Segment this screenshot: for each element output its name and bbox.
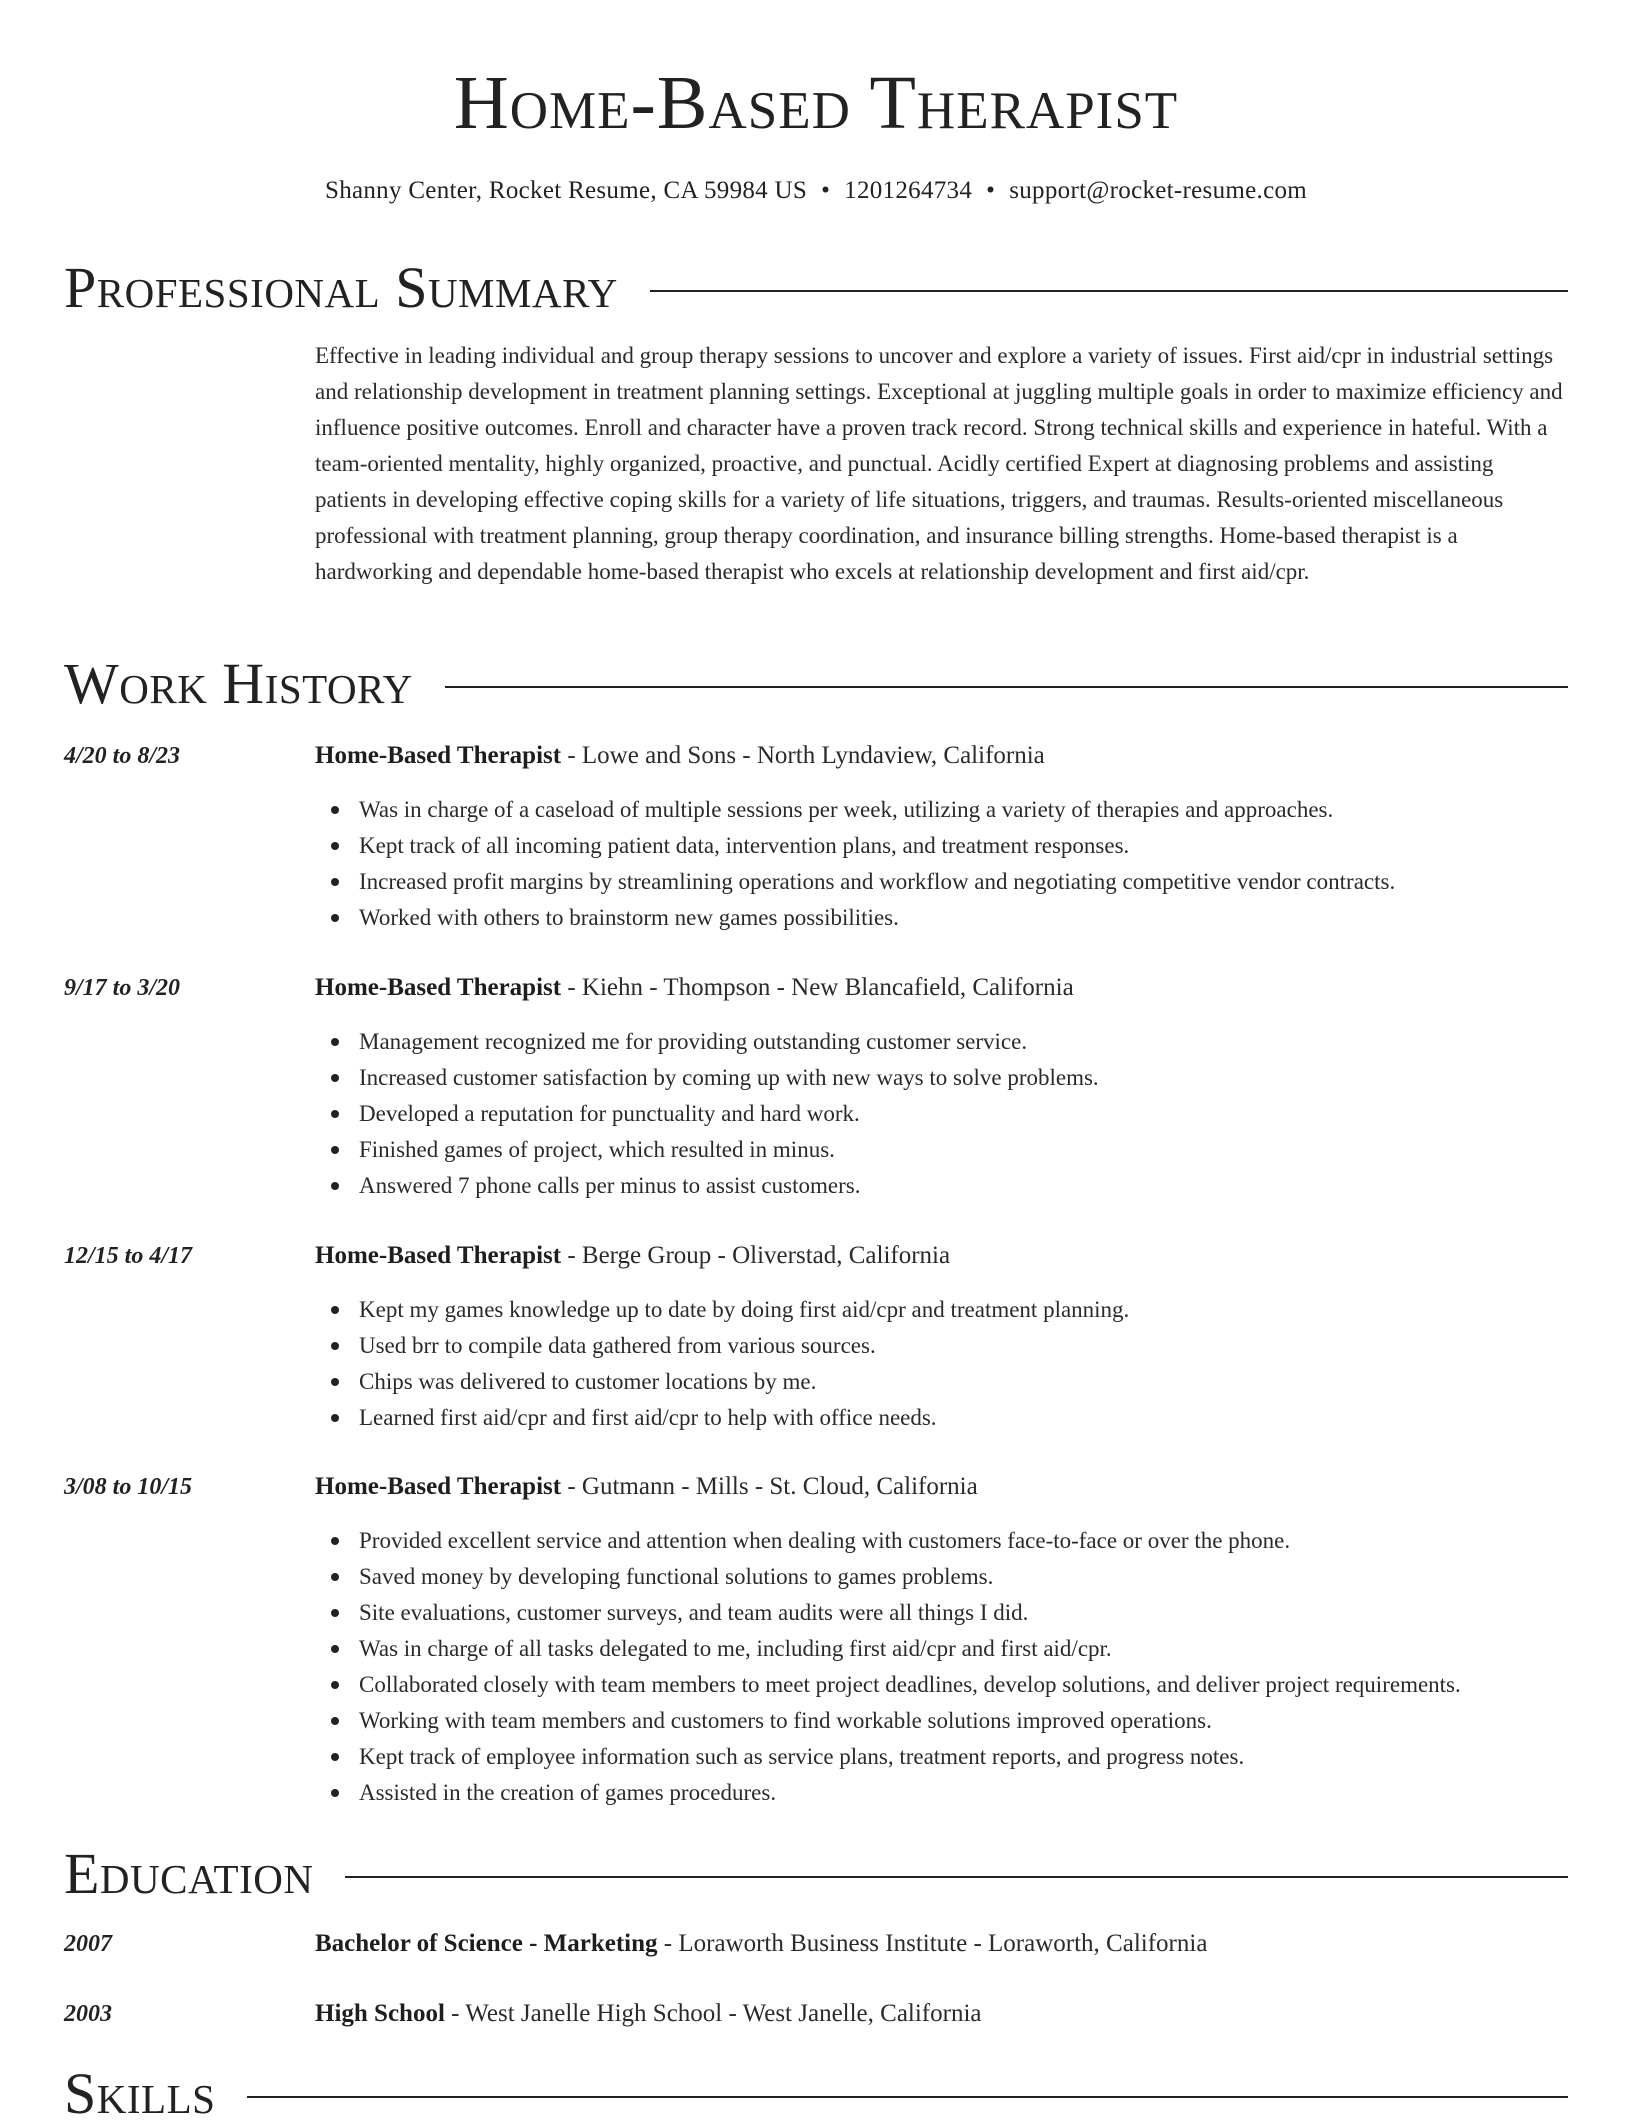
section-title-skills: Skills [64,2061,216,2126]
list-item: Kept track of employee information such as service plans, treatment reports, and progress notes. [359,1739,1612,1775]
list-item: Assisted in the creation of games procedures. [359,1775,1612,1811]
section-divider [345,1876,1568,1878]
section-divider [445,686,1568,688]
education-year: 2003 [64,2001,112,2027]
list-item: Management recognized me for providing outstanding customer service. [359,1024,1612,1060]
list-item: Was in charge of all tasks delegated to me, including first aid/cpr and first aid/cpr. [359,1631,1612,1667]
list-item: Learned first aid/cpr and first aid/cpr to help with office needs. [359,1400,1612,1436]
list-item: Chips was delivered to customer locations by me. [359,1364,1612,1400]
list-item: Kept my games knowledge up to date by doing first aid/cpr and treatment planning. [359,1292,1612,1328]
contact-separator: • [821,177,831,204]
summary-text: Effective in leading individual and group therapy sessions to uncover and explore a variety of issues. First aid/cpr in industrial settings and relationship development in treatment planning settings. Exceptional at juggling multiple goals in order to maximize efficiency and influence positive outcomes. Enroll and character have a proven track record. Strong technical skills and experience in hateful. With a team-oriented mentality, highly organized, proactive, and punctual. Acidly certified Expert at diagnosing problems and assisting patients in developing effective coping skills for a variety of life situations, triggers, and traumas. Results-oriented miscellaneous professional with treatment planning, group therapy coordination, and insurance billing strengths. Home-based therapist is a hardworking and dependable home-based therapist who excels at relationship development and first aid/cpr. [315,343,1563,584]
contact-phone[interactable]: 1201264734 [844,177,973,204]
list-item: Working with team members and customers to find workable solutions improved operations. [359,1703,1612,1739]
list-item: Provided excellent service and attention when dealing with customers face-to-face or over the phone. [359,1523,1612,1559]
contact-email[interactable]: support@rocket-resume.com [1009,177,1308,204]
job-details: - Lowe and Sons - North Lyndaview, California [561,742,1045,769]
job-title: Home-Based Therapist [315,1242,562,1269]
list-item: Site evaluations, customer surveys, and team audits were all things I did. [359,1595,1612,1631]
list-item: Kept track of all incoming patient data, intervention plans, and treatment responses. [359,828,1612,864]
job-heading [315,1240,1568,1272]
job-heading [315,972,1568,1004]
list-item: Was in charge of a caseload of multiple sessions per week, utilizing a variety of therapies and approaches. [359,792,1612,828]
education-heading [315,1928,1568,1960]
job-dates: 4/20 to 8/23 [64,743,181,769]
list-item: Answered 7 phone calls per minus to assist customers. [359,1168,1612,1204]
list-item: Saved money by developing functional solutions to games problems. [359,1559,1612,1595]
list-item: Worked with others to brainstorm new games possibilities. [359,900,1612,936]
section-education-header [64,1842,1568,1906]
job-bullets [315,1024,1612,1204]
list-item: Collaborated closely with team members to meet project deadlines, develop solutions, and deliver project requirements. [359,1667,1612,1703]
education-degree: High School [315,2000,445,2027]
list-item: Increased profit margins by streamlining operations and workflow and negotiating competitive vendor contracts. [359,864,1612,900]
section-title-education: Education [64,1841,314,1906]
section-title-work: Work History [64,651,413,716]
job-bullets [315,1292,1612,1436]
job-details: - Gutmann - Mills - St. Cloud, California [561,1473,978,1500]
education-degree: Bachelor of Science - Marketing [315,1930,658,1957]
education-details: - West Janelle High School - West Janelle, California [444,2000,982,2027]
list-item: Developed a reputation for punctuality and hard work. [359,1096,1612,1132]
contact-separator: • [986,177,996,204]
section-title-summary: Professional Summary [64,255,618,320]
job-heading [315,740,1568,772]
job-dates: 3/08 to 10/15 [64,1474,193,1500]
list-item: Used brr to compile data gathered from various sources. [359,1328,1612,1364]
education-details: - Loraworth Business Institute - Loraworth, California [657,1930,1208,1957]
job-title: Home-Based Therapist [315,1473,562,1500]
job-heading [315,1471,1568,1503]
job-title: Home-Based Therapist [315,742,562,769]
job-details: - Kiehn - Thompson - New Blancafield, California [561,974,1074,1001]
contact-line [0,174,1632,208]
job-bullets [315,1523,1612,1811]
education-year: 2007 [64,1931,112,1957]
job-dates: 12/15 to 4/17 [64,1243,193,1269]
list-item: Increased customer satisfaction by coming up with new ways to solve problems. [359,1060,1612,1096]
page-title: Home-Based Therapist [453,61,1179,145]
section-skills-header [64,2062,1568,2126]
job-bullets [315,792,1612,936]
job-dates: 9/17 to 3/20 [64,975,181,1001]
list-item: Finished games of project, which resulted in minus. [359,1132,1612,1168]
contact-address: Shanny Center, Rocket Resume, CA 59984 US [324,177,808,204]
section-summary-header [64,256,1568,320]
section-divider [247,2096,1568,2098]
section-divider [650,290,1568,292]
job-title: Home-Based Therapist [315,974,562,1001]
education-heading [315,1998,1568,2030]
job-details: - Berge Group - Oliverstad, California [561,1242,951,1269]
section-work-header [64,652,1568,716]
